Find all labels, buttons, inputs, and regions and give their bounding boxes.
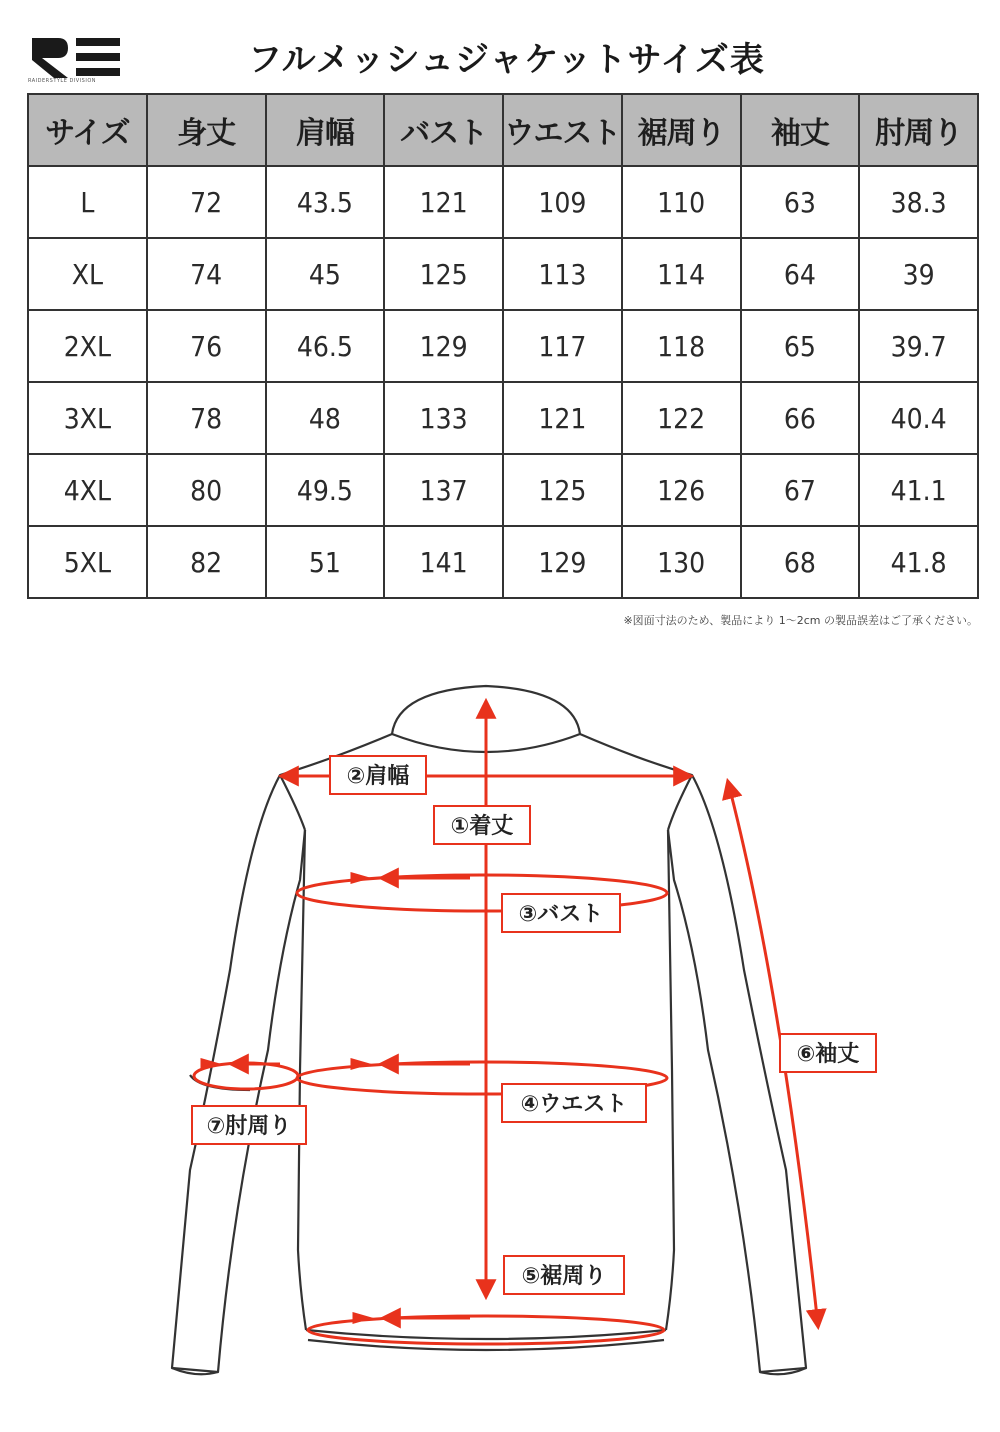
label-waist — [502, 1084, 646, 1122]
table-row — [28, 310, 978, 382]
table-header-row — [28, 94, 978, 166]
table-cell: 43.5 — [266, 166, 385, 238]
table-row — [28, 526, 978, 598]
table-cell: 41.8 — [859, 526, 978, 598]
table-cell: 72 — [147, 166, 266, 238]
table-cell: 45 — [266, 238, 385, 310]
table-cell: 5XL — [28, 526, 147, 598]
column-header-shoulder: 肩幅 — [266, 94, 385, 166]
table-cell: 126 — [622, 454, 741, 526]
column-header-sleeve: 袖丈 — [741, 94, 860, 166]
table-cell: 113 — [503, 238, 622, 310]
label-waist-text: ④ウエスト — [520, 1092, 628, 1117]
label-hem — [504, 1256, 624, 1294]
jacket-measurement-diagram — [0, 650, 1000, 1432]
column-header-waist: ウエスト — [503, 94, 622, 166]
table-cell: 49.5 — [266, 454, 385, 526]
label-sleeve-text: ⑥袖丈 — [796, 1042, 860, 1067]
label-shoulder-text: ②肩幅 — [346, 764, 410, 789]
table-cell: L — [28, 166, 147, 238]
table-cell: 110 — [622, 166, 741, 238]
table-cell: 2XL — [28, 310, 147, 382]
table-cell: 122 — [622, 382, 741, 454]
table-cell: 121 — [384, 166, 503, 238]
table-cell: 41.1 — [859, 454, 978, 526]
table-cell: 121 — [503, 382, 622, 454]
page-title: フルメッシュジャケットサイズ表 — [248, 40, 765, 80]
column-header-bust: バスト — [384, 94, 503, 166]
table-cell: 129 — [503, 526, 622, 598]
table-cell: 82 — [147, 526, 266, 598]
table-cell: 74 — [147, 238, 266, 310]
jacket-outline — [172, 686, 806, 1374]
table-cell: 80 — [147, 454, 266, 526]
label-bust-text: ③バスト — [518, 902, 604, 927]
table-cell: 114 — [622, 238, 741, 310]
table-cell: 125 — [503, 454, 622, 526]
table-cell: 40.4 — [859, 382, 978, 454]
label-elbow-text: ⑦肘周り — [206, 1114, 292, 1139]
table-cell: 130 — [622, 526, 741, 598]
table-cell: 67 — [741, 454, 860, 526]
table-cell: 39.7 — [859, 310, 978, 382]
table-row — [28, 166, 978, 238]
column-header-size: サイズ — [28, 94, 147, 166]
table-row — [28, 238, 978, 310]
table-cell: 137 — [384, 454, 503, 526]
tolerance-note: ※図面寸法のため、製品により 1～2cm の製品誤差はご了承ください。 — [623, 614, 978, 627]
size-table — [27, 93, 979, 599]
label-length — [434, 806, 530, 844]
table-cell: 39 — [859, 238, 978, 310]
table-cell: 63 — [741, 166, 860, 238]
table-row — [28, 382, 978, 454]
table-cell: 141 — [384, 526, 503, 598]
table-cell: 48 — [266, 382, 385, 454]
table-cell: XL — [28, 238, 147, 310]
table-cell: 66 — [741, 382, 860, 454]
table-cell: 65 — [741, 310, 860, 382]
label-sleeve — [780, 1034, 876, 1072]
table-cell: 3XL — [28, 382, 147, 454]
table-cell: 117 — [503, 310, 622, 382]
table-cell: 133 — [384, 382, 503, 454]
table-cell: 46.5 — [266, 310, 385, 382]
label-length-text: ①着丈 — [450, 814, 514, 839]
column-header-elbow: 肘周り — [859, 94, 978, 166]
table-cell: 68 — [741, 526, 860, 598]
label-bust — [502, 894, 620, 932]
table-cell: 129 — [384, 310, 503, 382]
logo-caption: RAIDERSTYLE DIVISION — [28, 78, 97, 84]
table-cell: 118 — [622, 310, 741, 382]
table-cell: 38.3 — [859, 166, 978, 238]
column-header-hem: 裾周り — [622, 94, 741, 166]
table-cell: 76 — [147, 310, 266, 382]
table-cell: 64 — [741, 238, 860, 310]
label-shoulder — [330, 756, 426, 794]
measurement-marks — [194, 702, 818, 1344]
table-row — [28, 454, 978, 526]
table-cell: 51 — [266, 526, 385, 598]
table-cell: 109 — [503, 166, 622, 238]
label-elbow — [192, 1106, 306, 1144]
table-cell: 125 — [384, 238, 503, 310]
column-header-body-length: 身丈 — [147, 94, 266, 166]
table-cell: 78 — [147, 382, 266, 454]
table-cell: 4XL — [28, 454, 147, 526]
label-hem-text: ⑤裾周り — [521, 1264, 607, 1289]
